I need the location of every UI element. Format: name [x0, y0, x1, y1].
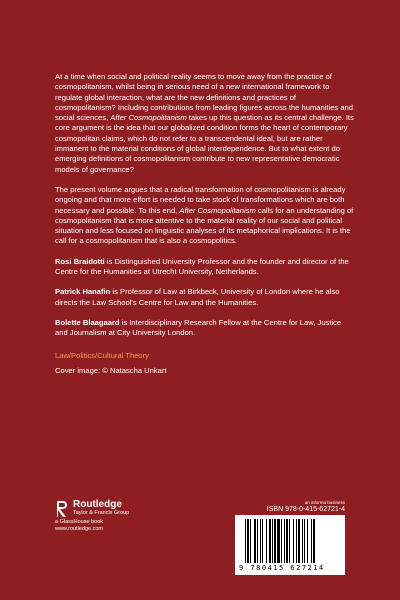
barcode-bar: [272, 519, 273, 563]
barcode-bar: [274, 519, 276, 563]
barcode-bar: [250, 519, 251, 563]
publisher-group: Taylor & Francis Group: [73, 510, 130, 516]
subject-category: Law/Politics/Cultural Theory: [55, 350, 149, 360]
barcode-bar: [245, 519, 246, 563]
barcode-bar: [281, 519, 282, 563]
author-name: Bolette Blaagaard: [55, 317, 120, 327]
author-bio-text: is Professor of Law at Birkbeck, University of London where he also directs the Law School's Centre for Law and the Humanities.: [55, 287, 340, 307]
publisher-block: [55, 499, 175, 533]
informa-label: an informa business: [304, 500, 345, 505]
barcode: [235, 515, 345, 575]
barcode-bar: [293, 519, 294, 563]
publisher-url: www.routledge.com: [55, 526, 103, 532]
barcode-bar: [296, 519, 297, 563]
barcode-bar: [257, 519, 258, 563]
routledge-logo-icon: [55, 499, 69, 519]
barcode-bar: [286, 519, 288, 563]
barcode-bar: [298, 519, 300, 563]
barcode-bar: [269, 519, 271, 563]
blurb-text: takes up this question as its central challenge. Its core argument is the idea that our globalized condition forms the heart of contemporary cosmopolitan claims, which do not refer to a transcendental ideal, but are rather immanent to the material conditions of global interdependence. But to what extent do emerging definitions of cosmopolitanism contribute to new representative democratic models of governance?: [55, 113, 354, 174]
barcode-digits: 9 780415 627214: [239, 564, 325, 572]
barcode-bar: [266, 519, 267, 563]
barcode-bar: [302, 519, 303, 563]
barcode-bar: [307, 519, 308, 563]
publisher-imprint: a GlassHouse book: [55, 519, 103, 525]
author-bio: [55, 287, 355, 308]
barcode-bar: [247, 519, 249, 563]
barcode-bar: [304, 519, 305, 563]
blurb-text: At a time when social and political reality seems to move away from the practice of cosmopolitanism, whilst being in serious need of a new international framework to regulate global interaction, what are the new definitions and practices of cosmopolitanism? Including contributions from leading figures across the humanities and social sciences,: [55, 72, 354, 123]
barcode-block: [235, 500, 345, 578]
barcode-bar: [254, 519, 256, 563]
blurb-paragraph-1: [55, 72, 355, 175]
author-bio-text: is Interdisciplinary Research Fellow at the Centre for Law, Justice and Journalism at City University London.: [55, 317, 342, 338]
book-title-italic: After Cosmopolitanism: [179, 205, 256, 215]
blurb-text: The present volume argues that a radical transformation of cosmopolitanism is already ongoing and that more effort is needed to take stock of transformations which are both necessary and possible. To this end,: [55, 184, 346, 215]
barcode-bar: [260, 519, 261, 563]
cover-credit: Cover image: © Natascha Unkart: [55, 365, 167, 375]
barcode-bars-icon: [245, 519, 337, 563]
blurb-paragraph-2: [55, 185, 355, 247]
book-title-italic: After Cosmopolitanism: [110, 113, 187, 123]
barcode-bar: [311, 519, 312, 563]
barcode-bar: [277, 519, 280, 563]
author-bio: [55, 318, 355, 339]
author-name: Rosi Braidotti: [55, 256, 105, 266]
back-cover-text: [55, 72, 355, 375]
publisher-name: Routledge: [73, 499, 122, 510]
author-bio: [55, 257, 355, 278]
barcode-bar: [284, 519, 285, 563]
barcode-bar: [262, 519, 263, 563]
author-name: Patrick Hanafin: [55, 287, 111, 297]
blurb-text: calls for an understanding of cosmopolitanism that is more attentive to the material reality of our social and political situation and less focused on linguistic analyses of its metaphorical implications. It is the call for a cosmopolitanism that is also a cosmopolitics.: [55, 205, 354, 246]
barcode-bar: [313, 519, 315, 563]
isbn-label: ISBN 978-0-415-62721-4: [266, 506, 345, 513]
barcode-bar: [289, 519, 290, 563]
author-bio-text: is Distinguished University Professor and the founder and director of the Centre for the Humanities at Utrecht University, Netherlands.: [55, 256, 349, 277]
